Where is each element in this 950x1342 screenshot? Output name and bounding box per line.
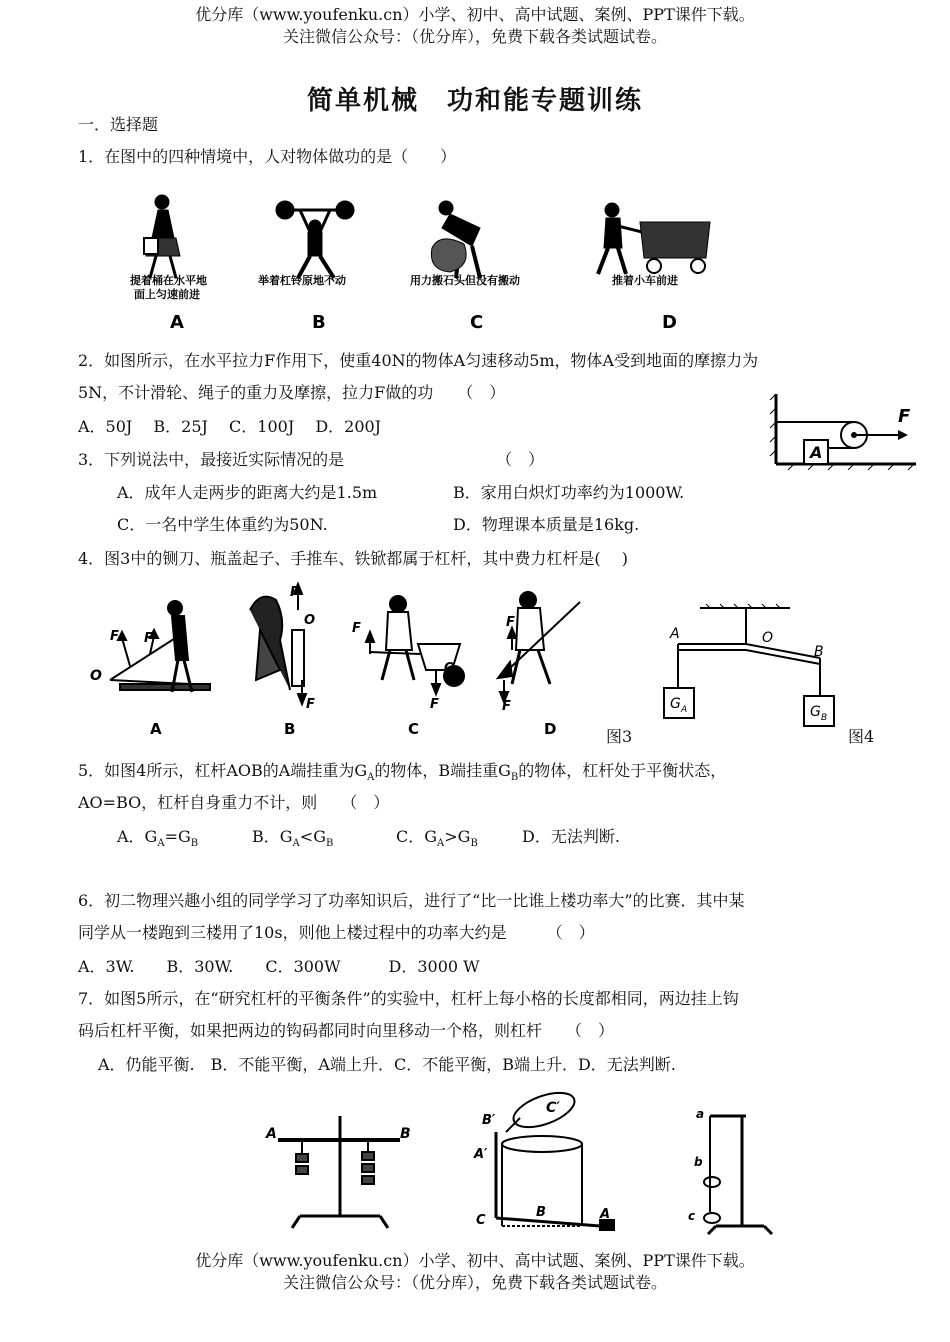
fig5-c-label: C xyxy=(476,1213,486,1228)
fig4-a-label: A xyxy=(670,626,680,642)
force-label: F xyxy=(898,406,911,427)
q3-option-c: C．一名中学生体重约为50N. xyxy=(117,515,328,534)
fig5-cp-label: C′ xyxy=(546,1100,560,1116)
caption-d: 推着小车前进 xyxy=(612,274,678,287)
fig4-gb-sub: B xyxy=(821,713,828,723)
pivot-label-b: O xyxy=(304,613,316,628)
person-stone-icon xyxy=(431,201,480,278)
q3-option-a: A．成年人走两步的距离大约是1.5m xyxy=(117,483,378,502)
q6-options: A．3W. B．30W. C．300W D．3000 W xyxy=(78,957,480,976)
footer-line-1: 优分库（www.youfenku.cn）小学、初中、高中试题、案例、PPT课件下载。 xyxy=(195,1251,755,1270)
q5-line-1: 5．如图4所示，杠杆AOB的A端挂重为$G_A$的物体，B端挂重$G_B$的物体，杠杆处于平衡状态， xyxy=(78,761,727,784)
pendulum-stand-fig xyxy=(704,1116,772,1234)
q2-options: A．50J B．25J C．100J D．200J xyxy=(78,417,382,436)
fig4-gb-label: G xyxy=(810,704,821,720)
caption-b: 举着杠铃原地不动 xyxy=(258,274,346,287)
person-bucket-icon xyxy=(144,195,180,278)
q3-option-d: D．物理课本质量是16kg. xyxy=(453,515,640,534)
label-d: D xyxy=(662,312,677,333)
f1-label-c: F xyxy=(352,621,361,636)
fig5-ap-label: A′ xyxy=(474,1147,488,1162)
f2-label-a: F xyxy=(110,629,119,644)
lever-fig4 xyxy=(664,604,834,726)
q4-stem: 4．图3中的铡刀、瓶盖起子、手推车、铁锨都属于杠杆，其中费力杠杆是( ) xyxy=(78,549,628,568)
q5-option-d: D．无法判断. xyxy=(522,827,620,846)
q5-option-c: C．$G_A>G_B$ xyxy=(396,827,478,850)
fig5-lc-label: c xyxy=(688,1209,696,1223)
fig5-bp-label: B′ xyxy=(482,1113,496,1128)
fig5-b-label: B xyxy=(400,1126,411,1142)
weightlifter-icon xyxy=(276,201,354,278)
q5-option-b: B．$G_A<G_B$ xyxy=(252,827,334,850)
bottle-opener-icon xyxy=(250,584,306,704)
q4-label-a: A xyxy=(150,720,162,738)
f1-label-d: F xyxy=(506,615,515,630)
fig4-caption: 图4 xyxy=(848,727,875,746)
q7-figures xyxy=(260,1086,780,1246)
page-title: 简单机械 功和能专题训练 xyxy=(306,86,643,116)
q5-line-2: AO=BO，杠杆自身重力不计，则 （ ） xyxy=(78,793,390,812)
caption-a-line2: 面上匀速前进 xyxy=(134,288,200,301)
q7-line-1: 7．如图5所示，在“研究杠杆的平衡条件”的实验中，杠杆上每小格的长度都相同，两边挂上钩 xyxy=(78,989,739,1008)
shovel-icon xyxy=(498,592,580,702)
pivot-label-c: O xyxy=(444,661,456,676)
footer-line-2: 关注微信公众号：（优分库），免费下载各类试题试卷。 xyxy=(282,1273,667,1292)
fig5-la-label: a xyxy=(696,1107,705,1121)
q2-line-1: 2．如图所示，在水平拉力F作用下，使重40N的物体A匀速移动5m，物体A受到地面的摩擦力为 xyxy=(78,351,759,370)
f2-label-b: F xyxy=(306,697,315,712)
q4-figures xyxy=(80,580,890,750)
q4-label-b: B xyxy=(284,720,296,738)
q3-stem: 3．下列说法中，最接近实际情况的是 （ ） xyxy=(78,450,545,469)
fig4-b-label: B xyxy=(814,644,824,660)
fig3-caption: 图3 xyxy=(606,727,633,746)
wheelbarrow-icon xyxy=(366,596,464,694)
q7-line-2: 码后杠杆平衡，如果把两边的钩码都同时向里移动一个格，则杠杆 （ ） xyxy=(78,1021,615,1040)
q2-line-2: 5N，不计滑轮、绳子的重力及摩擦，拉力F做的功 （ ） xyxy=(78,383,506,402)
q1-figure xyxy=(120,188,720,338)
fig5-a2-label: A xyxy=(600,1207,611,1222)
caption-a-line1: 提着桶在水平地 xyxy=(130,274,207,287)
section-heading: 一．选择题 xyxy=(78,115,159,134)
q3-option-b: B．家用白炽灯功率约为1000W. xyxy=(453,483,685,502)
pivot-label-a: O xyxy=(90,668,102,684)
q6-line-1: 6．初二物理兴趣小组的同学学习了功率知识后，进行了“比一比谁上楼功率大”的比赛．其中某 xyxy=(78,891,745,910)
lever-stand-fig xyxy=(278,1116,400,1228)
q1-stem: 1．在图中的四种情境中，人对物体做功的是（ ） xyxy=(78,147,457,166)
f2-label-d: F xyxy=(502,699,511,714)
block-label: A xyxy=(810,443,823,462)
label-b: B xyxy=(312,312,326,333)
person-cart-icon xyxy=(598,203,710,274)
q5-option-a: A．$G_A=G_B$ xyxy=(117,827,199,850)
fig4-ga-sub: A xyxy=(681,705,688,715)
q4-label-d: D xyxy=(544,720,557,738)
guillotine-icon xyxy=(110,601,210,692)
f2-label-c: F xyxy=(430,697,439,712)
fig5-b2-label: B xyxy=(536,1205,546,1220)
fig5-lb-label: b xyxy=(694,1155,703,1169)
q7-options: A．仍能平衡. B．不能平衡，A端上升．C．不能平衡，B端上升．D．无法判断. xyxy=(98,1055,676,1074)
label-c: C xyxy=(470,312,484,333)
fig4-o-label: O xyxy=(762,630,774,646)
header-line-2: 关注微信公众号：（优分库），免费下载各类试题试卷。 xyxy=(282,27,667,46)
fig4-ga-label: G xyxy=(670,696,681,712)
f1-label-b: F xyxy=(290,585,299,600)
f1-label-a: F xyxy=(144,631,153,646)
q4-label-c: C xyxy=(408,720,420,738)
q6-line-2: 同学从一楼跑到三楼用了10s，则他上楼过程中的功率大约是 （ ） xyxy=(78,923,595,942)
fig5-a-label: A xyxy=(266,1126,277,1142)
caption-c: 用力搬石头但没有搬动 xyxy=(410,274,520,287)
label-a: A xyxy=(170,312,184,333)
q2-pulley-figure xyxy=(768,390,918,470)
header-line-1: 优分库（www.youfenku.cn）小学、初中、高中试题、案例、PPT课件下载。 xyxy=(195,5,755,24)
